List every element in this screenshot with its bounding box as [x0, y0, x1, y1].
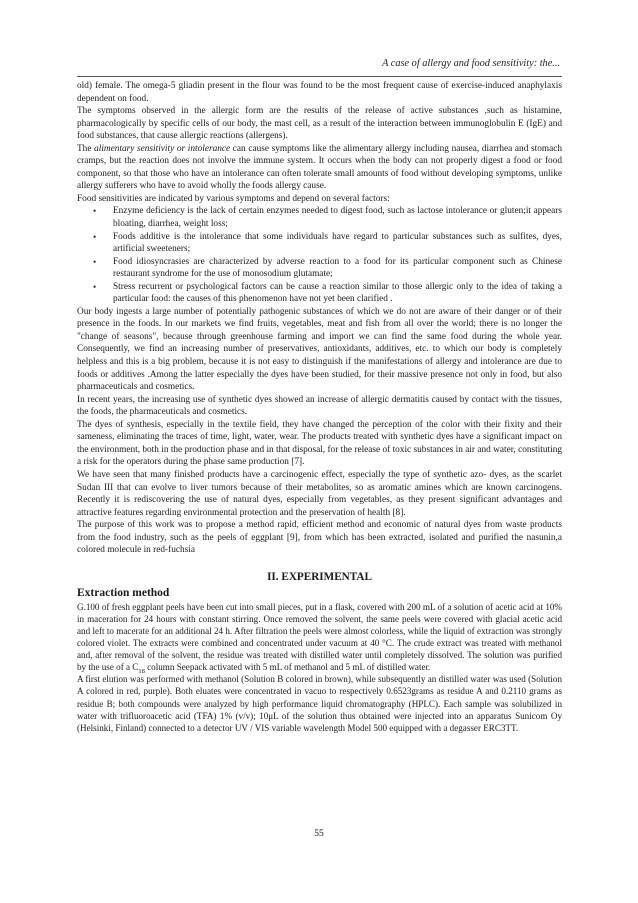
- list-item: [77, 256, 562, 281]
- subsection-heading: Extraction method: [77, 586, 170, 599]
- list-item-text: Food idiosyncrasies are characterized by adverse reaction to a food for its particular component such as Chinese restaurant syndrome for the use of monosodium glutamate;: [113, 256, 562, 280]
- bullet-icon: •: [93, 231, 97, 242]
- alimentary-lead: The: [77, 143, 95, 154]
- paragraph-intro: old) female. The omega-5 gliadin present in the flour was found to be the most frequent cause of exercise-induced anaphylaxis dependent on food.: [77, 81, 562, 104]
- list-item: [77, 281, 562, 306]
- list-item: [77, 205, 562, 230]
- paragraph-body-ingests: Our body ingests a large number of potentially pathogenic substances of which we do not are aware of their danger or of their presence in the foods. In our markets we find fruits, vegetables, meat and fish from all over the world; there is no longer the "change of seasons", because through greenhouse farming and import we can find the same food during the whole year. Consequently, we find an increasing number of preservatives, antioxidants, additives, etc. to which our body is completely helpless and this is a big problem, because it is not easy to distinguish if the manifestations of allergy and intolerance are due to foods or additives .Among the latter especially the dyes have been studied, for their massive presence not only in food, but also pharmaceuticals and cosmetics.: [77, 306, 562, 393]
- paragraph-recent-years: In recent years, the increasing use of synthetic dyes showed an increase of allergic dermatitis caused by contact with the tissues, the foods, the pharmaceuticals and cosmetics.: [77, 394, 562, 418]
- paragraph-extraction: [77, 601, 562, 674]
- paragraph-factors: Food sensitivities are indicated by various symptoms and depend on several factors:: [77, 193, 390, 204]
- list-item-text: Stress recurrent or psychological factors can be cause a reaction similar to those allergic only to the idea of taking a particular food: the causes of this phenomenon have not yet been clarified .: [113, 281, 562, 305]
- list-item: [77, 231, 562, 256]
- extraction-text-b: column Seepack activated with 5 mL of methanol and 5 mL of distilled water.: [144, 662, 431, 673]
- section-heading: II. EXPERIMENTAL: [267, 570, 372, 583]
- running-title: A case of allergy and food sensitivity: the...: [382, 58, 560, 69]
- alimentary-rest: can cause symptoms like the alimentary allergy including nausea, diarrhea and stomach cramps, but the reaction does not involve the immune system. It occurs when the body can not properly digest a food or food component, so that those who have an intolerance can often tolerate small amounts of food without developing symptoms, unlike allergy sufferers who have to avoid wholly the foods allergy cause.: [77, 143, 562, 192]
- paragraph-carcinogenic: We have seen that many finished products have a carcinogenic effect, especially the type of synthetic azo- dyes, as the scarlet Sudan III that can evolve to liver tumors because of their metabolites, so as aromatic amines which are known carcinogens. Recently it is rediscovering the use of natural dyes, especially from vegetables, as they present significant advantages and attractive features regarding environmental protection and the preservation of health [8].: [77, 469, 562, 518]
- alimentary-italic-term: alimentary sensitivity or intolerance: [94, 143, 231, 154]
- bullet-icon: •: [93, 256, 97, 267]
- list-item-text: Enzyme deficiency is the lack of certain enzymes needed to digest food, such as lactose intolerance or gluten;it appears bloating, diarrhea, weight loss;: [113, 206, 562, 230]
- paragraph-purpose: The purpose of this work was to propose a method rapid, efficient method and economic of natural dyes from waste products from the food industry, such as the peels of eggplant [9], from which has been extracted, isolated and purified the nasunin,a colored molecule in red-fuchsia: [77, 520, 562, 556]
- subscript-18: 18: [138, 668, 145, 676]
- body-text: [77, 80, 562, 734]
- bullet-icon: •: [93, 206, 97, 217]
- page-number: 55: [314, 829, 324, 839]
- header-rule: [77, 76, 562, 77]
- paragraph-alimentary-sensitivity: [77, 143, 562, 193]
- bullet-icon: •: [93, 281, 97, 292]
- experimental-text: [77, 601, 562, 734]
- extraction-text-a: G.100 of fresh eggplant peels have been cut into small pieces, put in a flask, covered with 200 mL of a solution of acetic acid at 10% in maceration for 24 hours with constant stirring. Once removed the solvent, the same peels were covered with glacial acetic acid and left to macerate for an additional 24 h. After filtration the peels were almost colorless, while the liquid of extraction was strongly colored violet. The extracts were combined and concentrated under vacuum at 40 °C. The crude extract was treated with methanol and, after removal of the solvent, the residue was treated with distilled water until completely dissolved. The solution was purified by the use of a C: [77, 601, 562, 673]
- list-item-text: Foods additive is the intolerance that some individuals have regard to particular substances such as sulfites, dyes, artificial sweeteners;: [113, 231, 562, 255]
- paragraph-elution: A first elution was performed with methanol (Solution B colored in brown), while subsequently an distilled water was used (Solution A colored in red, purple). Both eluates were concentrated in vacuo to respectively 0.6523grams as residue A and 0.2110 grams as residue B; both compounds were analyzed by high performance liquid chromatography (HPLC). Each sample was solubilized in water with trifluoroacetic acid (TFA) 1% (v/v); 10μL of the solution thus obtained were injected into an apparatus Sunicom Oy (Helsinki, Finland) connected to a detector UV / VIS variable wavelength Model 500 equipped with a degasser ERC3TT.: [77, 674, 562, 733]
- paragraph-symptoms: The symptoms observed in the allergic form are the results of the release of active substances ,such as histamine, pharmacologically by specific cells of our body, the mast cell, as a result of the interaction between immunoglobulin E (IgE) and food substances, that cause allergic reactions (allergens).: [77, 106, 562, 142]
- paragraph-synthetic-dyes: The dyes of synthesis, especially in the textile field, they have changed the perception of the color with their fixity and their sameness, eliminating the traces of time, light, water, wear. The products treated with synthetic dyes have a significant impact on the environment, both in the production phase and in that disposal, for the release of toxic substances in air and water, constituting a risk for the operators during the phase same production [7].: [77, 419, 562, 468]
- factor-list: [77, 205, 562, 305]
